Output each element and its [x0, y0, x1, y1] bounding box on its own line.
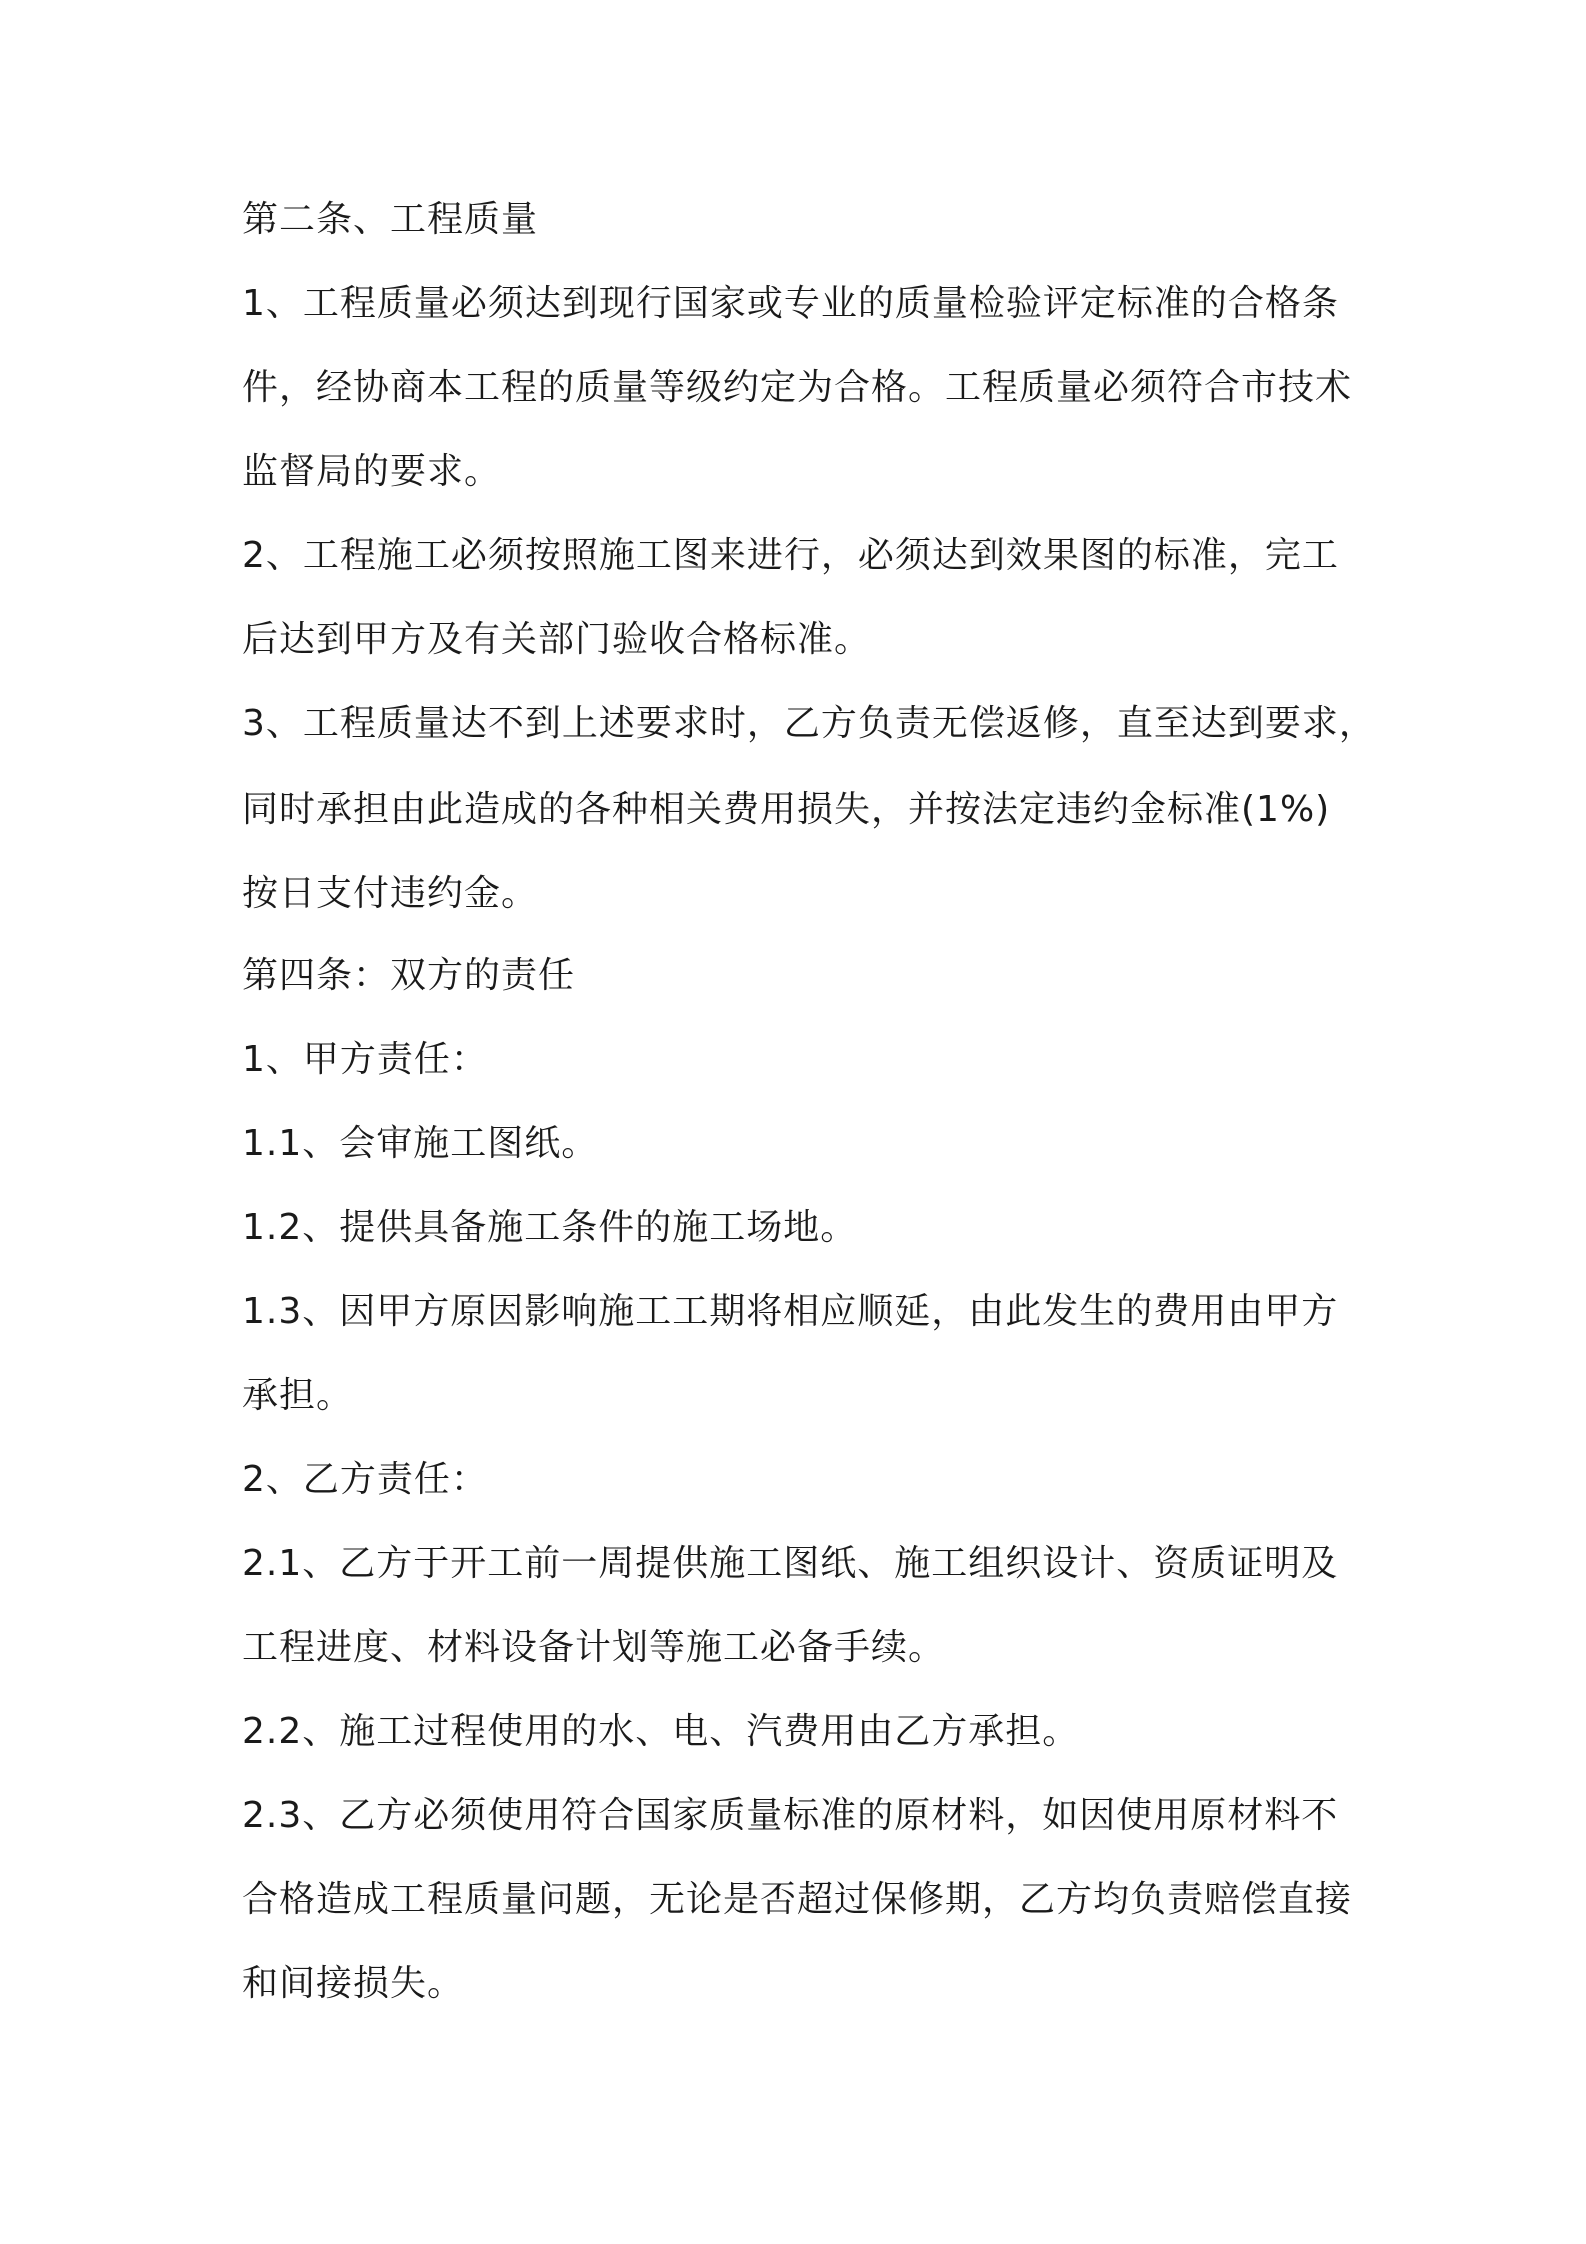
list-item: 1.3、因甲方原因影响施工工期将相应顺延，由此发生的费用由甲方 [242, 1291, 1339, 1332]
section-heading-responsibility: 第四条：双方的责任 [242, 955, 576, 996]
list-item: 1.1、会审施工图纸。 [242, 1123, 599, 1164]
paragraph-line: 2、工程施工必须按照施工图来进行，必须达到效果图的标准，完工 [242, 535, 1339, 576]
paragraph-line: 3、工程质量达不到上述要求时，乙方负责无偿返修，直至达到要求， [242, 703, 1376, 744]
subheading-party-a: 1、甲方责任： [242, 1039, 488, 1080]
list-item: 2.1、乙方于开工前一周提供施工图纸、施工组织设计、资质证明及 [242, 1543, 1339, 1584]
list-item-continuation: 承担。 [242, 1375, 354, 1416]
paragraph-line: 同时承担由此造成的各种相关费用损失，并按法定违约金标准(1%) [242, 789, 1331, 830]
paragraph-line: 件，经协商本工程的质量等级约定为合格。工程质量必须符合市技术 [242, 367, 1353, 408]
list-item: 2.3、乙方必须使用符合国家质量标准的原材料，如因使用原材料不 [242, 1795, 1339, 1836]
list-item-continuation: 合格造成工程质量问题，无论是否超过保修期，乙方均负责赔偿直接 [242, 1879, 1353, 1920]
section-heading-quality: 第二条、工程质量 [242, 199, 539, 240]
list-item-continuation: 工程进度、材料设备计划等施工必备手续。 [242, 1627, 946, 1668]
paragraph-line: 1、工程质量必须达到现行国家或专业的质量检验评定标准的合格条 [242, 283, 1339, 324]
paragraph-line: 后达到甲方及有关部门验收合格标准。 [242, 619, 872, 660]
paragraph-line: 按日支付违约金。 [242, 873, 539, 914]
list-item: 1.2、提供具备施工条件的施工场地。 [242, 1207, 858, 1248]
paragraph-line: 监督局的要求。 [242, 451, 502, 492]
list-item: 2.2、施工过程使用的水、电、汽费用由乙方承担。 [242, 1711, 1080, 1752]
subheading-party-b: 2、乙方责任： [242, 1459, 488, 1500]
list-item-continuation: 和间接损失。 [242, 1963, 465, 2004]
